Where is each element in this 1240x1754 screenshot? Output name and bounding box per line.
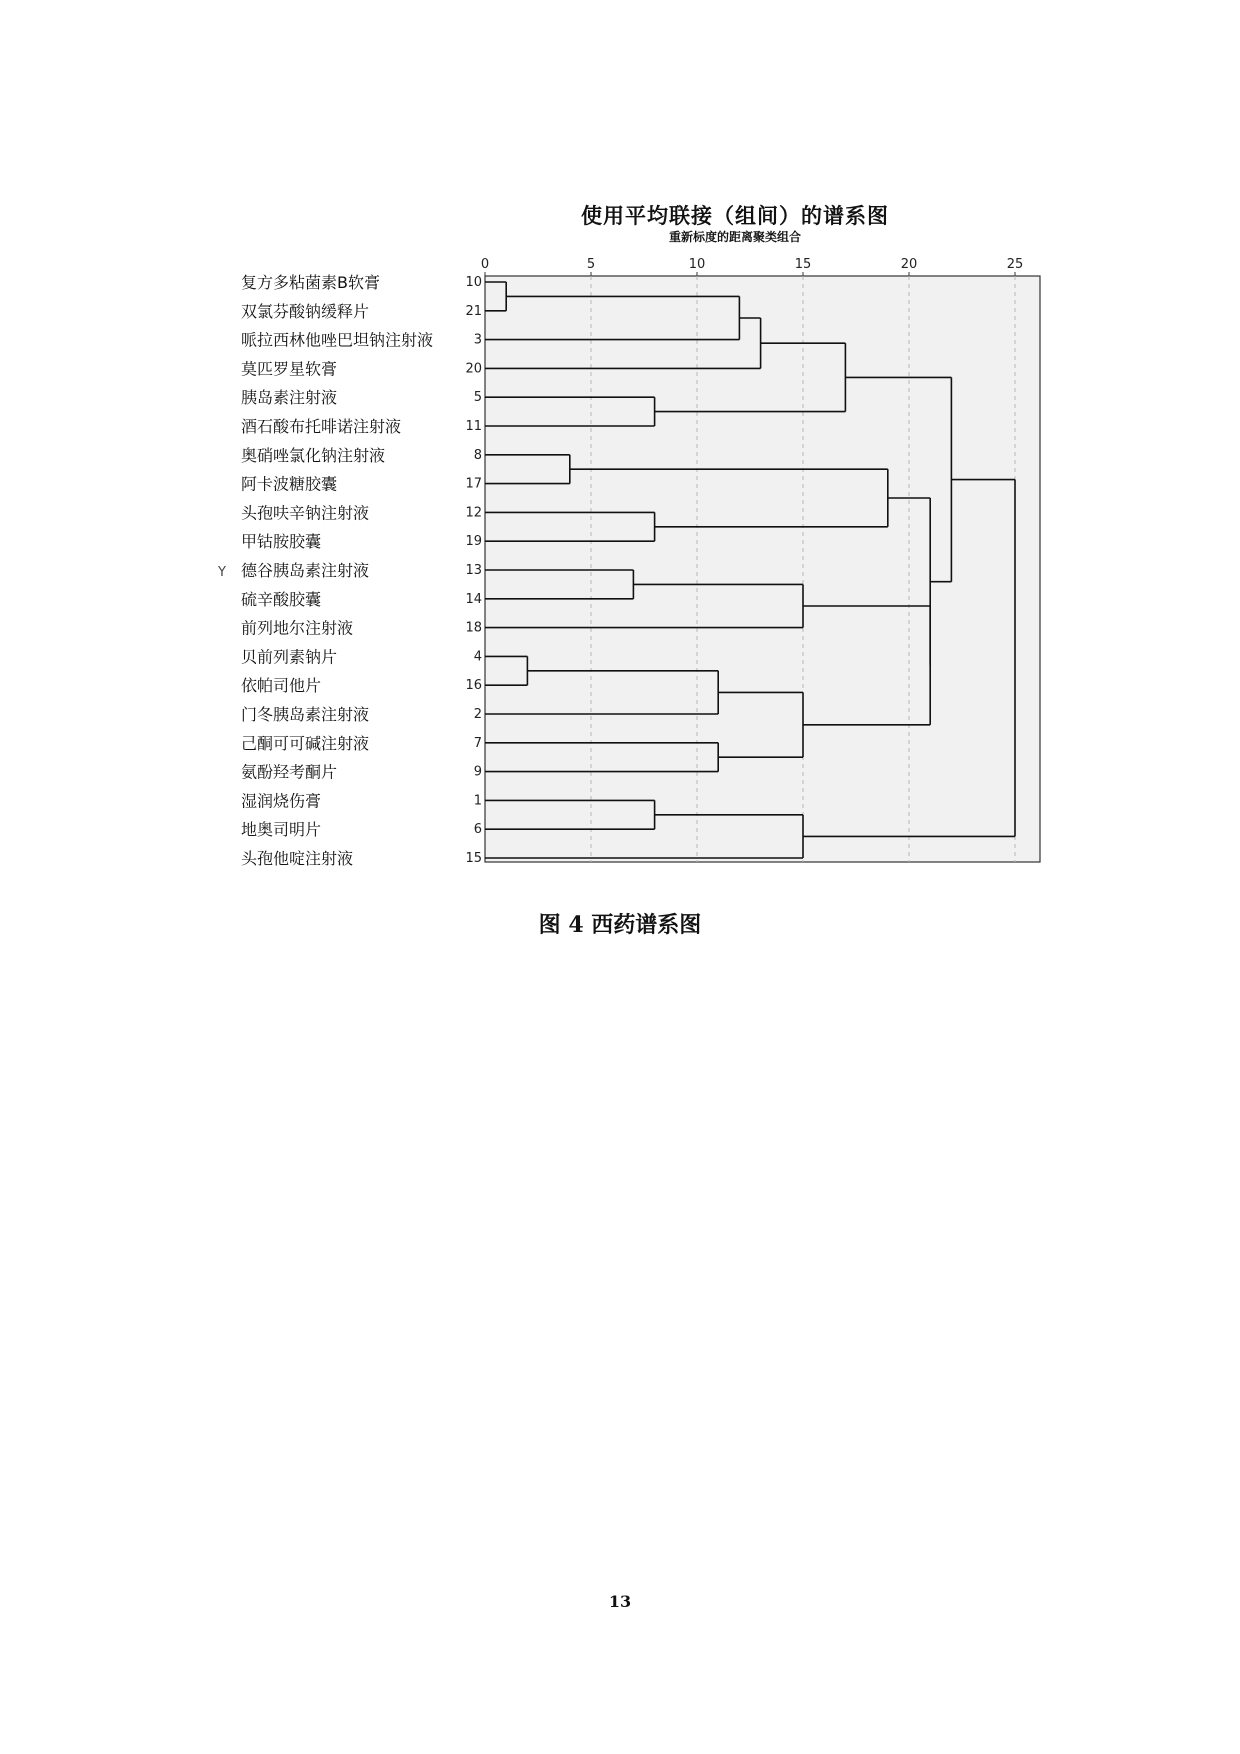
leaf-label: 硫辛酸胶囊	[241, 589, 322, 609]
axis-title: 重新标度的距离聚类组合	[668, 230, 801, 244]
leaf-label: 湿润烧伤膏	[241, 791, 322, 811]
tick-label: 10	[688, 257, 706, 272]
leaf-label: 依帕司他片	[241, 676, 322, 696]
leaf-label: 头孢呋辛钠注射液	[241, 503, 370, 523]
leaf-id: 6	[473, 822, 482, 838]
leaf-id: 8	[473, 447, 482, 463]
leaf-label: 地奥司明片	[241, 820, 322, 840]
leaf-id: 13	[465, 563, 482, 578]
leaf-id: 5	[473, 390, 482, 406]
leaf-id: 7	[473, 735, 482, 751]
leaf-id: 11	[465, 419, 482, 434]
leaf-id: 21	[465, 303, 482, 319]
leaf-label: 德谷胰岛素注射液	[241, 561, 370, 580]
tick-label: 5	[586, 257, 596, 272]
leaf-label: 前列地尔注射液	[241, 618, 354, 638]
leaf-id: 15	[465, 851, 482, 866]
leaf-label: 氨酚羟考酮片	[241, 762, 338, 782]
leaf-id: 2	[473, 707, 482, 722]
marker-symbol: Y	[218, 565, 226, 580]
leaf-id: 16	[465, 678, 482, 694]
tick-label: 25	[1006, 257, 1024, 272]
leaf-label: 哌拉西林他唑巴坦钠注射液	[241, 330, 434, 350]
page-number: 13	[608, 1592, 632, 1611]
tick-label: 15	[794, 257, 812, 272]
leaf-id: 19	[465, 534, 482, 550]
leaf-label: 莫匹罗星软膏	[241, 359, 338, 379]
leaf-id: 14	[465, 591, 482, 607]
leaf-label: 头孢他啶注射液	[241, 849, 354, 868]
leaf-label: 门冬胰岛素注射液	[241, 705, 370, 724]
leaf-id: 3	[473, 332, 482, 348]
leaf-id: 20	[465, 361, 482, 377]
plot-frame	[485, 276, 1040, 862]
leaf-id: 4	[473, 649, 482, 665]
tick-label: 20	[900, 257, 918, 272]
leaf-label: 奥硝唑氯化钠注射液	[241, 445, 386, 465]
leaf-label: 复方多粘菌素B软膏	[241, 273, 380, 292]
leaf-id: 18	[465, 620, 482, 636]
leaf-label: 酒石酸布托啡诺注射液	[241, 417, 402, 436]
tick-label: 0	[480, 257, 490, 272]
leaf-label: 甲钴胺胶囊	[241, 532, 322, 552]
leaf-label: 己酮可可碱注射液	[241, 733, 370, 753]
leaf-label: 阿卡波糖胶囊	[241, 474, 338, 494]
leaf-id: 1	[473, 793, 482, 809]
figure-caption: 图 4 西药谱系图	[538, 912, 702, 938]
leaf-id: 12	[465, 505, 482, 521]
leaf-label: 双氯芬酸钠缓释片	[241, 301, 370, 321]
leaf-label: 贝前列素钠片	[241, 647, 338, 667]
chart-title: 使用平均联接（组间）的谱系图	[581, 204, 889, 228]
leaf-id: 9	[473, 764, 482, 780]
leaf-id: 17	[465, 476, 482, 492]
leaf-label: 胰岛素注射液	[241, 388, 338, 408]
leaf-id: 10	[465, 275, 482, 290]
